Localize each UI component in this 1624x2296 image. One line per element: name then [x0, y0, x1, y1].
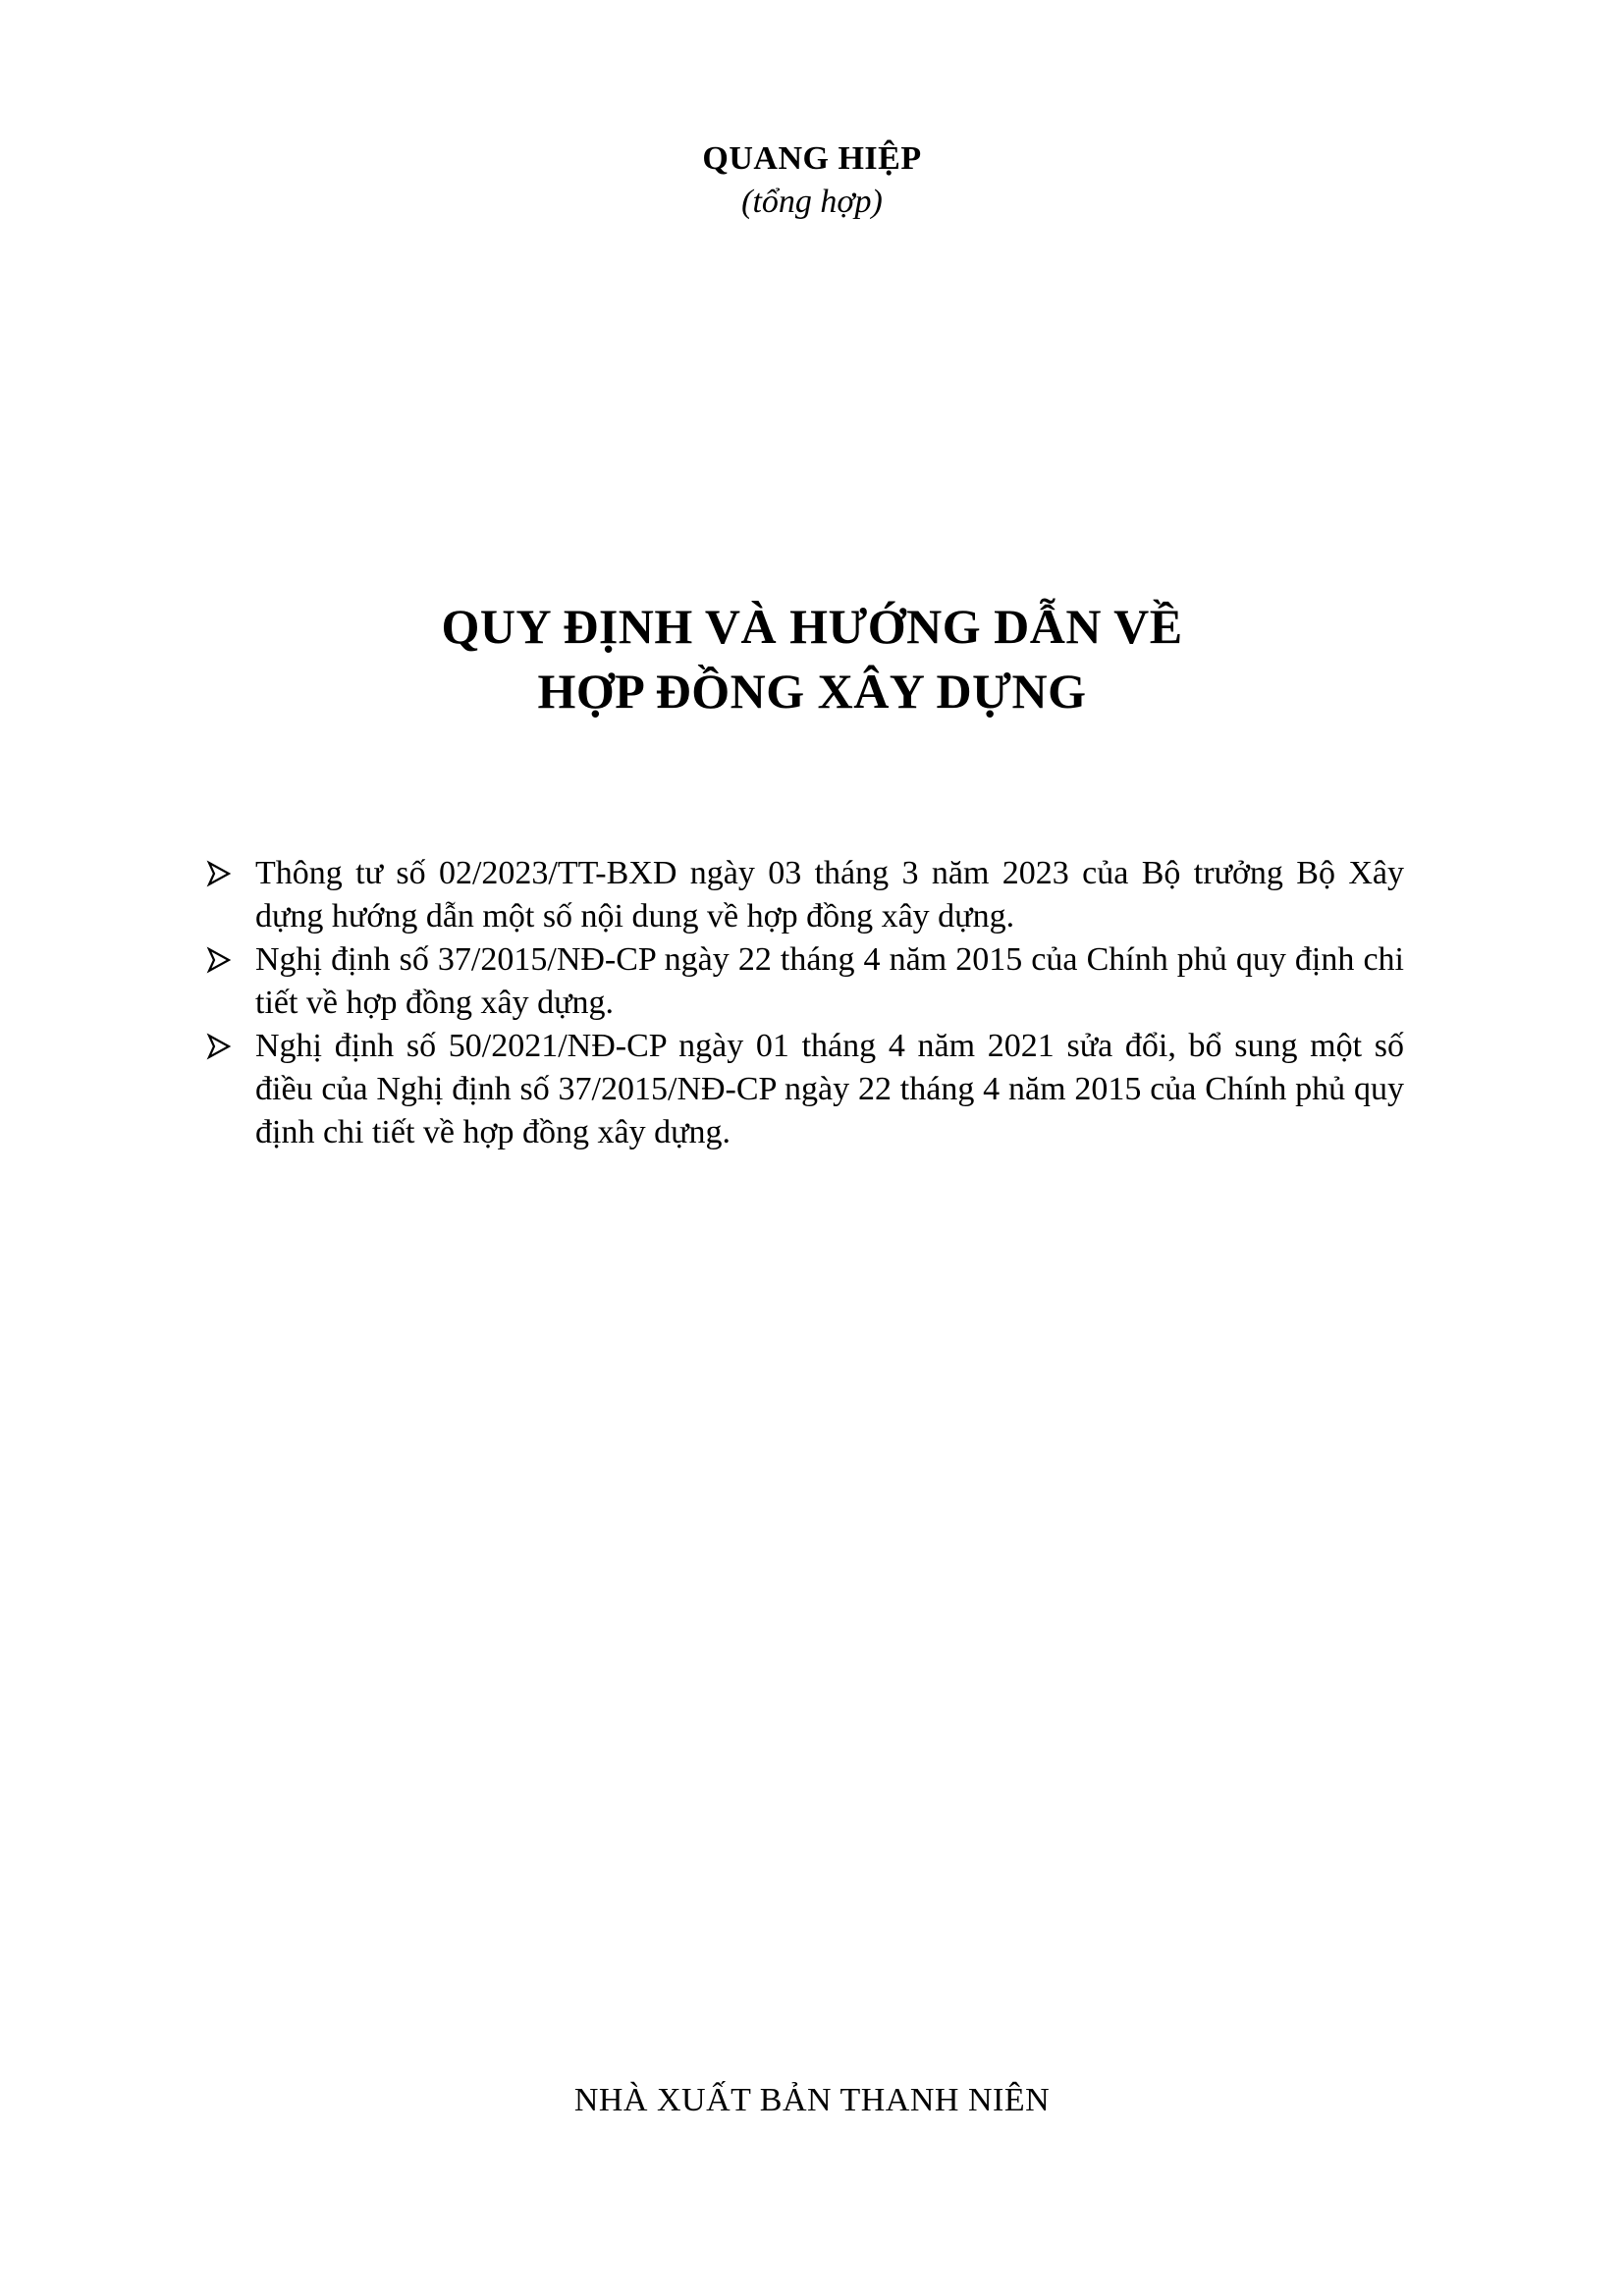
reference-text: Nghị định số 37/2015/NĐ-CP ngày 22 tháng 4 năm 2015 của Chính phủ quy định chi tiết về hợp đồng xây dựng.	[255, 941, 1404, 1021]
reference-list	[204, 852, 1404, 1154]
author-name: QUANG HIỆP	[702, 140, 922, 177]
list-item	[204, 1025, 1404, 1154]
author-block	[0, 137, 1624, 224]
book-title-line-2: HỢP ĐỒNG XÂY DỰNG	[537, 664, 1087, 719]
author-role: (tổng hợp)	[741, 184, 883, 220]
reference-text: Thông tư số 02/2023/TT-BXD ngày 03 tháng 3 năm 2023 của Bộ trưởng Bộ Xây dựng hướng dẫn một số nội dung về hợp đồng xây dựng.	[255, 855, 1404, 934]
list-item	[204, 938, 1404, 1025]
arrowhead-bullet-icon	[204, 1025, 236, 1068]
book-title	[0, 594, 1624, 723]
book-title-line-1: QUY ĐỊNH VÀ HƯỚNG DẪN VỀ	[441, 599, 1183, 654]
publisher-name: NHÀ XUẤT BẢN THANH NIÊN	[573, 2082, 1051, 2118]
reference-text: Nghị định số 50/2021/NĐ-CP ngày 01 tháng 4 năm 2021 sửa đổi, bổ sung một số điều của Nghị định số 37/2015/NĐ-CP ngày 22 tháng 4 năm 2015 của Chính phủ quy định chi tiết về hợp đồng xây dựng.	[255, 1028, 1404, 1150]
arrowhead-bullet-icon	[204, 938, 236, 982]
list-item	[204, 852, 1404, 938]
arrowhead-bullet-icon	[204, 852, 236, 895]
